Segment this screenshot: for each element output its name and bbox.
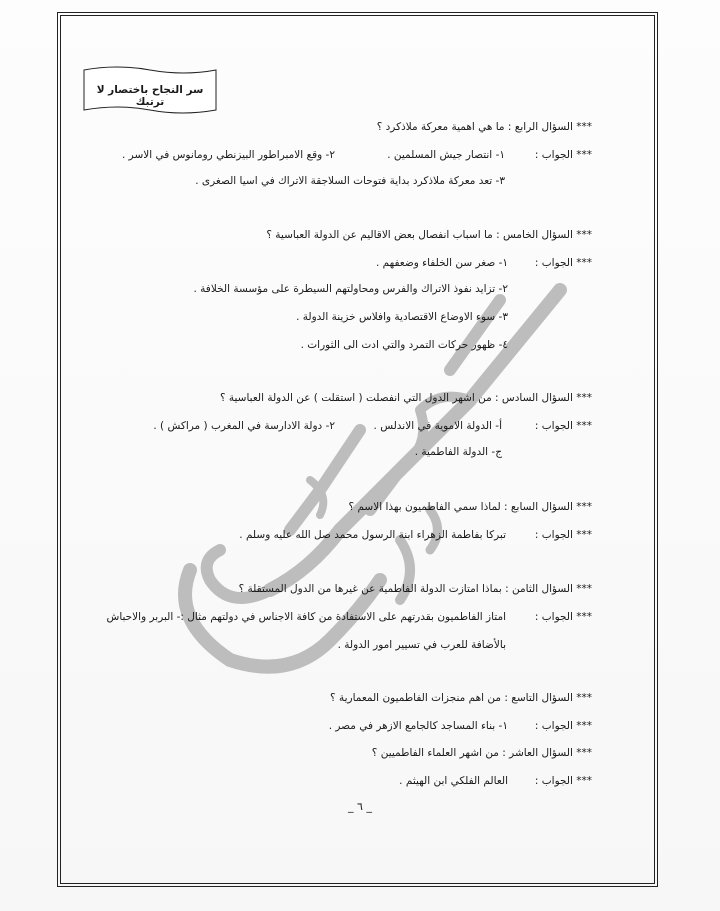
answer-9-item-1: ١- بناء المساجد كالجامع الازهر في مصر . [328,720,508,732]
answer-label-6: *** الجواب : [534,420,592,432]
answer-4-item-3: ٣- تعد معركة ملاذكرد بداية فتوحات السلاجقة الاتراك في اسيا الصغرى . [195,175,505,187]
answer-10-item-1: العالم الفلكي ابن الهيثم . [399,775,508,787]
answer-label-9: *** الجواب : [534,720,592,732]
answer-label-10: *** الجواب : [534,775,592,787]
answer-6-item-1: أ- الدولة الاموية في الاندلس . [373,420,502,432]
question-8: *** السؤال الثامن : بماذا امتازت الدولة الفاطمية عن غيرها من الدول المستقلة ؟ [238,583,592,595]
answer-4-item-2: ٢- وقع الامبراطور البيزنطي رومانوس في الاسر . [121,149,335,161]
answer-7-item-1: تبركا بفاطمة الزهراء ابنة الرسول محمد صل الله عليه وسلم . [239,529,506,541]
answer-5-item-2: ٢- تزايد نفوذ الاتراك والفرس ومحاولتهم السيطرة على مؤسسة الخلافة . [193,283,508,295]
page-number: _ ٦ _ [348,800,372,813]
answer-4-item-1: ١- انتصار جيش المسلمين . [387,149,505,161]
answer-label-5: *** الجواب : [534,257,592,269]
answer-5-item-4: ٤- ظهور حركات التمرد والتي ادت الى الثورات . [300,339,508,351]
motto-text: سر النجاح باختصار لا ترتبك [96,84,204,108]
answer-label-8: *** الجواب : [534,611,592,623]
question-7: *** السؤال السابع : لماذا سمي الفاطميون بهذا الاسم ؟ [348,501,592,513]
motto-banner [82,64,218,116]
question-4: *** السؤال الرابع : ما هي اهمية معركة ملاذكرد ؟ [376,121,592,133]
answer-6-item-3: ج- الدولة الفاطمية . [414,446,502,458]
answer-8-item-2: بالأضافة للعرب في تسيير امور الدولة . [337,639,506,651]
answer-8-item-1: امتاز الفاطميون بقدرتهم على الاستفادة من كافة الاجناس في دولتهم مثال :- البربر والاحباش [106,611,506,623]
answer-5-item-3: ٣- سوء الاوضاع الاقتصادية وافلاس خزينة الدولة . [296,311,508,323]
question-6: *** السؤال السادس : من اشهر الدول التي انفصلت ( استقلت ) عن الدولة العباسية ؟ [219,392,592,404]
answer-6-item-2: ٢- دولة الادارسة في المغرب ( مراكش ) . [153,420,335,432]
answer-label-4: *** الجواب : [534,149,592,161]
question-9: *** السؤال التاسع : من اهم منجزات الفاطميون المعمارية ؟ [330,692,592,704]
answer-5-item-1: ١- صغر سن الخلفاء وضعفهم . [375,257,508,269]
question-5: *** السؤال الخامس : ما اسباب انفصال بعض الاقاليم عن الدولة العباسية ؟ [266,229,592,241]
question-10: *** السؤال العاشر : من اشهر العلماء الفاطميين ؟ [371,747,592,759]
answer-label-7: *** الجواب : [534,529,592,541]
